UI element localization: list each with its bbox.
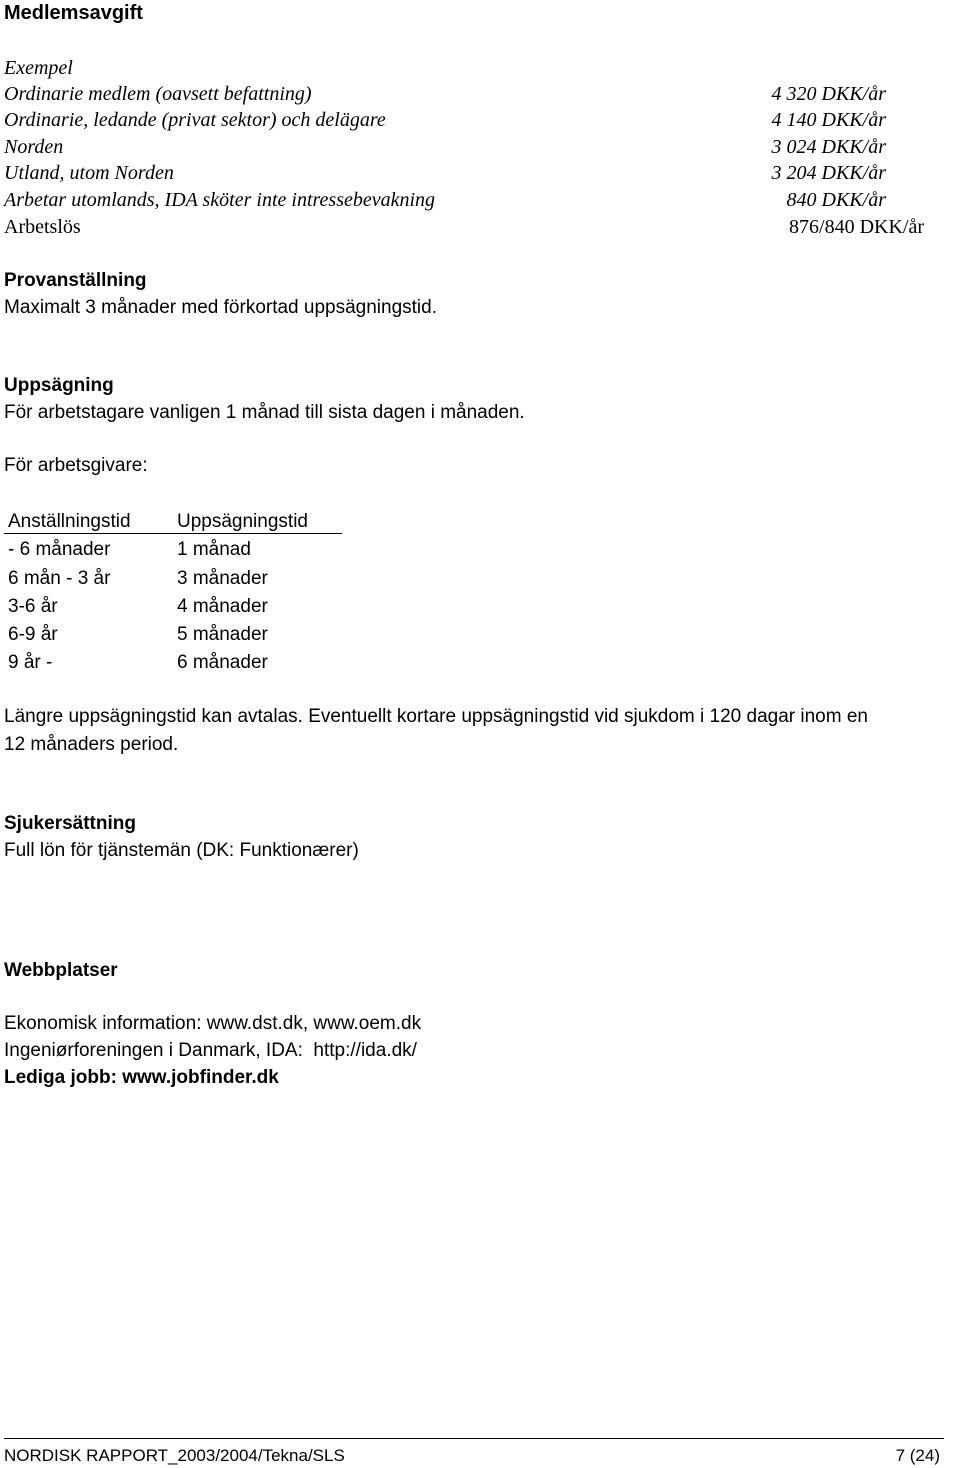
economic-info-line <box>4 1014 421 1033</box>
economic-info-label: Ekonomisk information: <box>4 1013 207 1034</box>
probation-heading: Provanställning <box>4 270 147 291</box>
table-cell-notice: 6 månader <box>177 652 268 673</box>
footer-rule <box>4 1438 944 1439</box>
example-label: Exempel <box>4 57 73 79</box>
jobs-line <box>4 1068 279 1087</box>
ida-line <box>4 1041 417 1060</box>
ida-link[interactable]: http://ida.dk/ <box>313 1040 417 1061</box>
table-cell-employment: 6 mån - 3 år <box>8 568 111 589</box>
ida-label: Ingeniørforeningen i Danmark, IDA: <box>4 1040 314 1061</box>
table-cell-notice: 4 månader <box>177 596 268 617</box>
fee-row-value: 3 204 DKK/år <box>771 162 886 184</box>
table-header-notice: Uppsägningstid <box>177 511 308 532</box>
table-header-rule <box>4 533 342 534</box>
economic-separator: , <box>302 1013 314 1034</box>
table-header-employment: Anställningstid <box>8 511 131 532</box>
fee-row-value: 3 024 DKK/år <box>771 136 886 158</box>
notice-heading: Uppsägning <box>4 375 114 396</box>
fee-row-label: Ordinarie, ledande (privat sektor) och delägare <box>4 109 386 131</box>
fee-row-label: Arbetslös <box>4 216 81 238</box>
notice-note-line2: 12 månaders period. <box>4 734 179 755</box>
fee-row-label: Norden <box>4 136 64 158</box>
notice-note-line1: Längre uppsägningstid kan avtalas. Eventuellt kortare uppsägningstid vid sjukdom i 120 dagar inom en <box>4 706 868 727</box>
notice-employer-label: För arbetsgivare: <box>4 455 148 476</box>
table-cell-notice: 5 månader <box>177 624 268 645</box>
membership-fee-heading: Medlemsavgift <box>4 2 143 24</box>
table-cell-employment: 9 år - <box>8 652 53 673</box>
fee-row-label: Arbetar utomlands, IDA sköter inte intressebevakning <box>4 189 436 211</box>
dst-link[interactable]: www.dst.dk <box>206 1013 303 1034</box>
fee-row-value: 876/840 DKK/år <box>789 216 924 238</box>
table-cell-notice: 3 månader <box>177 568 268 589</box>
jobs-label: Lediga jobb: <box>4 1067 123 1088</box>
fee-row-label: Ordinarie medlem (oavsett befattning) <box>4 83 312 105</box>
fee-row-value: 4 320 DKK/år <box>771 83 886 105</box>
websites-heading: Webbplatser <box>4 960 118 981</box>
notice-employee-text: För arbetstagare vanligen 1 månad till sista dagen i månaden. <box>4 402 525 423</box>
fee-row-value: 4 140 DKK/år <box>771 109 886 131</box>
oem-link[interactable]: www.oem.dk <box>313 1013 422 1034</box>
footer-page-number: 7 (24) <box>895 1446 940 1465</box>
table-cell-notice: 1 månad <box>177 539 251 560</box>
probation-text: Maximalt 3 månader med förkortad uppsägningstid. <box>4 297 438 318</box>
jobfinder-link[interactable]: www.jobfinder.dk <box>122 1067 279 1088</box>
table-cell-employment: 6-9 år <box>8 624 58 645</box>
table-cell-employment: 3-6 år <box>8 596 58 617</box>
fee-row-value: 840 DKK/år <box>786 189 886 211</box>
footer-title: NORDISK RAPPORT_2003/2004/Tekna/SLS <box>4 1446 345 1465</box>
fee-row-label: Utland, utom Norden <box>4 162 174 184</box>
sick-pay-text: Full lön för tjänstemän (DK: Funktionærer) <box>4 840 359 861</box>
table-cell-employment: - 6 månader <box>8 539 111 560</box>
sick-pay-heading: Sjukersättning <box>4 813 136 834</box>
